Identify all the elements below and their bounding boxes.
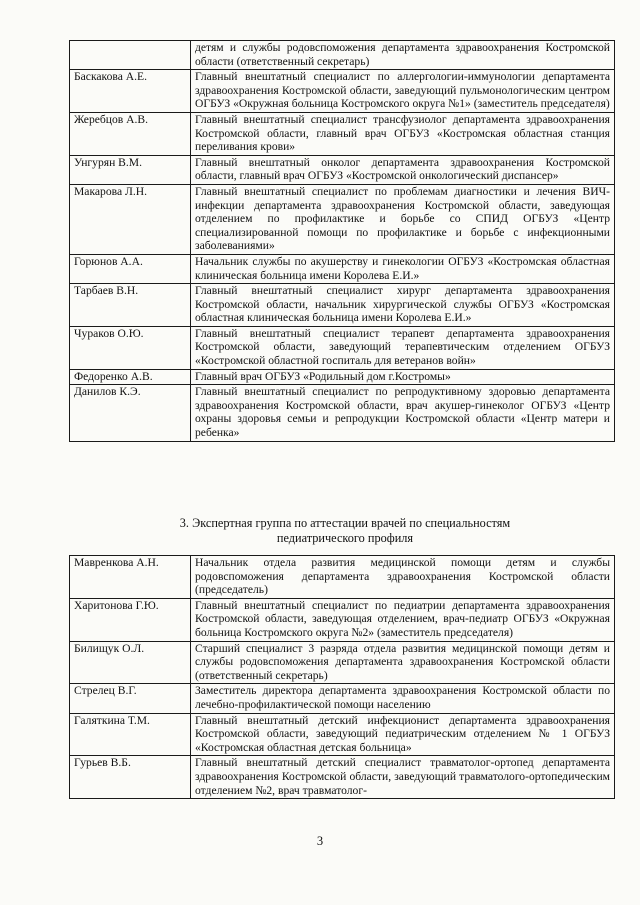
member-name: Унгурян В.М. <box>70 155 191 184</box>
member-role: Начальник отдела развития медицинской помощи детям и службы родовспоможения департамента здравоохранения Костромской области (председатель) <box>191 556 615 599</box>
page-number: 3 <box>316 834 324 848</box>
member-name: Тарбаев В.Н. <box>70 284 191 327</box>
member-name <box>70 41 191 70</box>
table-row <box>70 70 615 113</box>
member-name: Чураков О.Ю. <box>70 326 191 369</box>
table-row <box>70 641 615 684</box>
member-name: Стрелец В.Г. <box>70 684 191 713</box>
member-role: Главный внештатный детский инфекционист департамента здравоохранения Костромской области, заведующий педиатрическим отделением № 1 ОГБУЗ «Костромская областная детская больница» <box>191 713 615 756</box>
member-role: Главный внештатный специалист терапевт департамента здравоохранения Костромской области, заведующий терапевтическим отделением ОГБУЗ «Костромской областной госпиталь для ветеранов войн» <box>191 326 615 369</box>
member-name: Харитонова Г.Ю. <box>70 598 191 641</box>
member-name: Мавренкова А.Н. <box>70 556 191 599</box>
member-role: Главный внештатный специалист по аллергологии-иммунологии департамента здравоохранения Костромской области, заведующий пульмонологическим центром ОГБУЗ «Окружная больница Костромского округа №1» (заместитель председателя) <box>191 70 615 113</box>
member-name: Макарова Л.Н. <box>70 184 191 254</box>
commission-members-table-2 <box>69 555 615 799</box>
table-row <box>70 369 615 385</box>
member-role: Главный внештатный специалист по репродуктивному здоровью департамента здравоохранения Костромской области, врач акушер-гинеколог ОГБУЗ «Центр охраны здоровья семьи и репродукции Костромской области «Центр матери и ребенка» <box>191 385 615 441</box>
table-row <box>70 326 615 369</box>
member-name: Галяткина Т.М. <box>70 713 191 756</box>
table-row <box>70 684 615 713</box>
table-row <box>70 556 615 599</box>
member-role: Главный внештатный онколог департамента здравоохранения Костромской области, главный врач ОГБУЗ «Костромской онкологический диспансер» <box>191 155 615 184</box>
member-name: Жеребцов А.В. <box>70 112 191 155</box>
member-role: Главный внештатный специалист хирург департамента здравоохранения Костромской области, начальник хирургической службы ОГБУЗ «Костромская областная клиническая больница имени Королева Е.И.» <box>191 284 615 327</box>
member-name: Данилов К.Э. <box>70 385 191 441</box>
table-row <box>70 184 615 254</box>
table-row <box>70 385 615 441</box>
member-role: Главный внештатный специалист по проблемам диагностики и лечения ВИЧ-инфекции департамента здравоохранения Костромской области, заведующая отделением по профилактике и борьбе со СПИД ОГБУЗ «Центр специализированной помощи по профилактике и борьбе с инфекционными заболеваниями» <box>191 184 615 254</box>
member-name: Горюнов А.А. <box>70 254 191 283</box>
member-role: Главный врач ОГБУЗ «Родильный дом г.Костромы» <box>191 369 615 385</box>
table-row <box>70 254 615 283</box>
table-row <box>70 284 615 327</box>
table-row <box>70 112 615 155</box>
section-heading-line-1: 3. Экспертная группа по аттестации врачей по специальностям <box>179 516 511 530</box>
member-name: Гурьев В.Б. <box>70 756 191 799</box>
table-row <box>70 155 615 184</box>
member-role: Главный внештатный специалист трансфузиолог департамента здравоохранения Костромской области, главный врач ОГБУЗ «Костромская областная станция переливания крови» <box>191 112 615 155</box>
member-role: Старший специалист 3 разряда отдела развития медицинской помощи детям и службы родовспоможения департамента здравоохранения Костромской области (ответственный секретарь) <box>191 641 615 684</box>
section-heading-line-2: педиатрического профиля <box>276 531 414 545</box>
member-role: Заместитель директора департамента здравоохранения Костромской области по лечебно-профилактической помощи населению <box>191 684 615 713</box>
member-name: Баскакова А.Е. <box>70 70 191 113</box>
member-name: Билищук О.Л. <box>70 641 191 684</box>
member-role: Главный внештатный детский специалист травматолог-ортопед департамента здравоохранения Костромской области, заведующий травматолого-ортопедическим отделением №2, врач травматолог- <box>191 756 615 799</box>
member-role: Начальник службы по акушерству и гинекологии ОГБУЗ «Костромская областная клиническая больница имени Королева Е.И.» <box>191 254 615 283</box>
table-row <box>70 713 615 756</box>
table-row <box>70 598 615 641</box>
commission-members-table-1 <box>69 40 615 442</box>
member-role: Главный внештатный специалист по педиатрии департамента здравоохранения Костромской области, заведующая отделением, врач-педиатр ОГБУЗ «Окружная больница Костромского округа №2» (заместитель председателя) <box>191 598 615 641</box>
member-name: Федоренко А.В. <box>70 369 191 385</box>
table-row <box>70 756 615 799</box>
table-row <box>70 41 615 70</box>
section-heading <box>80 516 610 546</box>
member-role: детям и службы родовспоможения департамента здравоохранения Костромской области (ответственный секретарь) <box>191 41 615 70</box>
